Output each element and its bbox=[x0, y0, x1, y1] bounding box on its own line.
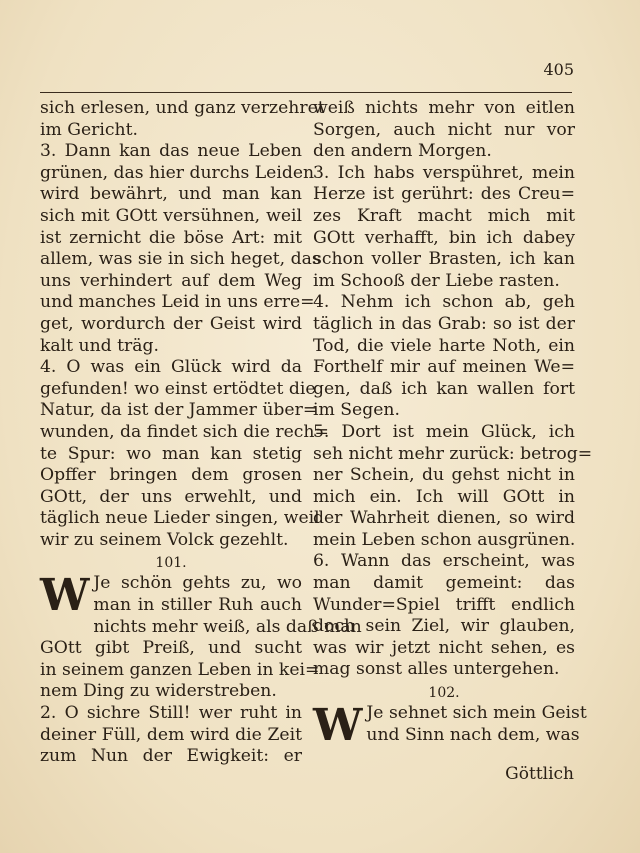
text-line: grünen, das hier durchs Leiden bbox=[40, 162, 315, 183]
page-number: 405 bbox=[543, 60, 574, 79]
text-line: zes Kraft macht mich mit bbox=[313, 205, 575, 226]
text-line: in seinem ganzen Leben in kei= bbox=[40, 659, 320, 680]
hymn-start bbox=[40, 570, 302, 622]
text-line: im Segen. bbox=[313, 400, 400, 421]
text-line: gen, daß ich kan wallen fort bbox=[313, 378, 575, 399]
hymn-number: 101. bbox=[155, 555, 187, 572]
text-line: ner Schein, du gehst nicht in bbox=[313, 465, 575, 486]
text-line: doch sein Ziel, wir glauben, bbox=[313, 616, 575, 637]
text-line: mich ein. Ich will GOtt in bbox=[313, 486, 575, 507]
text-line: 6. Wann das erscheint, was bbox=[313, 551, 575, 572]
text-line: sich mit GOtt versühnen, weil bbox=[40, 205, 302, 226]
text-line: und manches Leid in uns erre= bbox=[40, 292, 315, 313]
text-line: Je sehnet sich mein Geist bbox=[366, 703, 587, 724]
text-line: sich erlesen, und ganz verzehret bbox=[40, 98, 325, 118]
text-line: allem, was sie in sich heget, das bbox=[40, 249, 321, 270]
text-line: was wir jetzt nicht sehen, es bbox=[313, 637, 575, 658]
text-line: zum Nun der Ewigkeit: er bbox=[40, 746, 302, 767]
text-line: täglich neue Lieder singen, weil bbox=[40, 508, 320, 529]
text-line: Herze ist gerührt: des Creu= bbox=[313, 184, 575, 205]
text-line: man damit gemeint: das bbox=[313, 573, 575, 594]
text-line: schon voller Brasten, ich kan bbox=[313, 249, 575, 270]
text-line: 2. O sichre Still! wer ruht in bbox=[40, 703, 302, 724]
text-line: den andern Morgen. bbox=[313, 141, 492, 162]
text-line: 3. Ich habs verspühret, mein bbox=[313, 162, 575, 183]
text-line: Wunder=Spiel trifft endlich bbox=[313, 594, 575, 615]
text-line: wunden, da findet sich die rech= bbox=[40, 421, 329, 442]
text-line: ist zernicht die böse Art: mit bbox=[40, 227, 302, 248]
hymn-start bbox=[313, 700, 587, 752]
text-line: 4. O was ein Glück wird da bbox=[40, 357, 302, 378]
text-line: täglich in das Grab: so ist der bbox=[313, 313, 575, 334]
text-line: Tod, die viele harte Noth, ein bbox=[313, 335, 575, 356]
left-text-a bbox=[40, 98, 329, 551]
text-line: im Schooß der Liebe rasten. bbox=[313, 270, 560, 291]
text-line: mag sonst alles untergehen. bbox=[313, 659, 560, 680]
left-text-b bbox=[40, 616, 362, 768]
text-line: und Sinn nach dem, was bbox=[366, 724, 580, 745]
text-line: GOtt verhafft, bin ich dabey bbox=[313, 227, 575, 248]
drop-capital: W bbox=[40, 570, 90, 622]
text-line: deiner Füll, dem wird die Zeit bbox=[40, 724, 302, 745]
catchword: Göttlich bbox=[505, 764, 574, 784]
right-column bbox=[313, 98, 593, 752]
text-line: im Gericht. bbox=[40, 119, 138, 140]
text-line: 4. Nehm ich schon ab, geh bbox=[313, 292, 575, 313]
text-line: Sorgen, auch nicht nur vor bbox=[313, 119, 575, 140]
text-line: te Spur: wo man kan stetig bbox=[40, 443, 302, 464]
drop-capital: W bbox=[313, 700, 363, 752]
text-line: gefunden! wo einst ertödtet die bbox=[40, 378, 316, 399]
text-line: Je schön gehts zu, wo bbox=[93, 573, 302, 594]
text-line: nichts mehr weiß, als daß man bbox=[93, 616, 362, 637]
header-rule bbox=[40, 92, 572, 93]
text-line: man in stiller Ruh auch bbox=[93, 595, 302, 616]
text-line: wird bewährt, und man kan bbox=[40, 184, 302, 205]
text-line: Natur, da ist der Jammer über= bbox=[40, 400, 318, 421]
text-line: seh nicht mehr zurück: betrog= bbox=[313, 443, 593, 464]
text-line: kalt und träg. bbox=[40, 335, 159, 356]
right-text-a bbox=[313, 98, 593, 681]
text-line: Opffer bringen dem grosen bbox=[40, 465, 302, 486]
text-line: weiß nichts mehr von eitlen bbox=[313, 98, 575, 118]
text-line: GOtt, der uns erwehlt, und bbox=[40, 486, 302, 507]
hymn-number: 102. bbox=[428, 685, 460, 702]
text-line: uns verhindert auf dem Weg bbox=[40, 270, 302, 291]
text-line: nem Ding zu widerstreben. bbox=[40, 681, 277, 702]
text-line: get, wordurch der Geist wird bbox=[40, 313, 302, 334]
text-line: Forthelf mir auf meinen We= bbox=[313, 357, 575, 378]
text-line: 3. Dann kan das neue Leben bbox=[40, 141, 302, 162]
text-line: wir zu seinem Volck gezehlt. bbox=[40, 529, 289, 550]
text-line: 5. Dort ist mein Glück, ich bbox=[313, 421, 575, 442]
text-line: GOtt gibt Preiß, und sucht bbox=[40, 638, 302, 659]
text-line: mein Leben schon ausgrünen. bbox=[313, 529, 576, 550]
text-line: der Wahrheit dienen, so wird bbox=[313, 508, 575, 529]
